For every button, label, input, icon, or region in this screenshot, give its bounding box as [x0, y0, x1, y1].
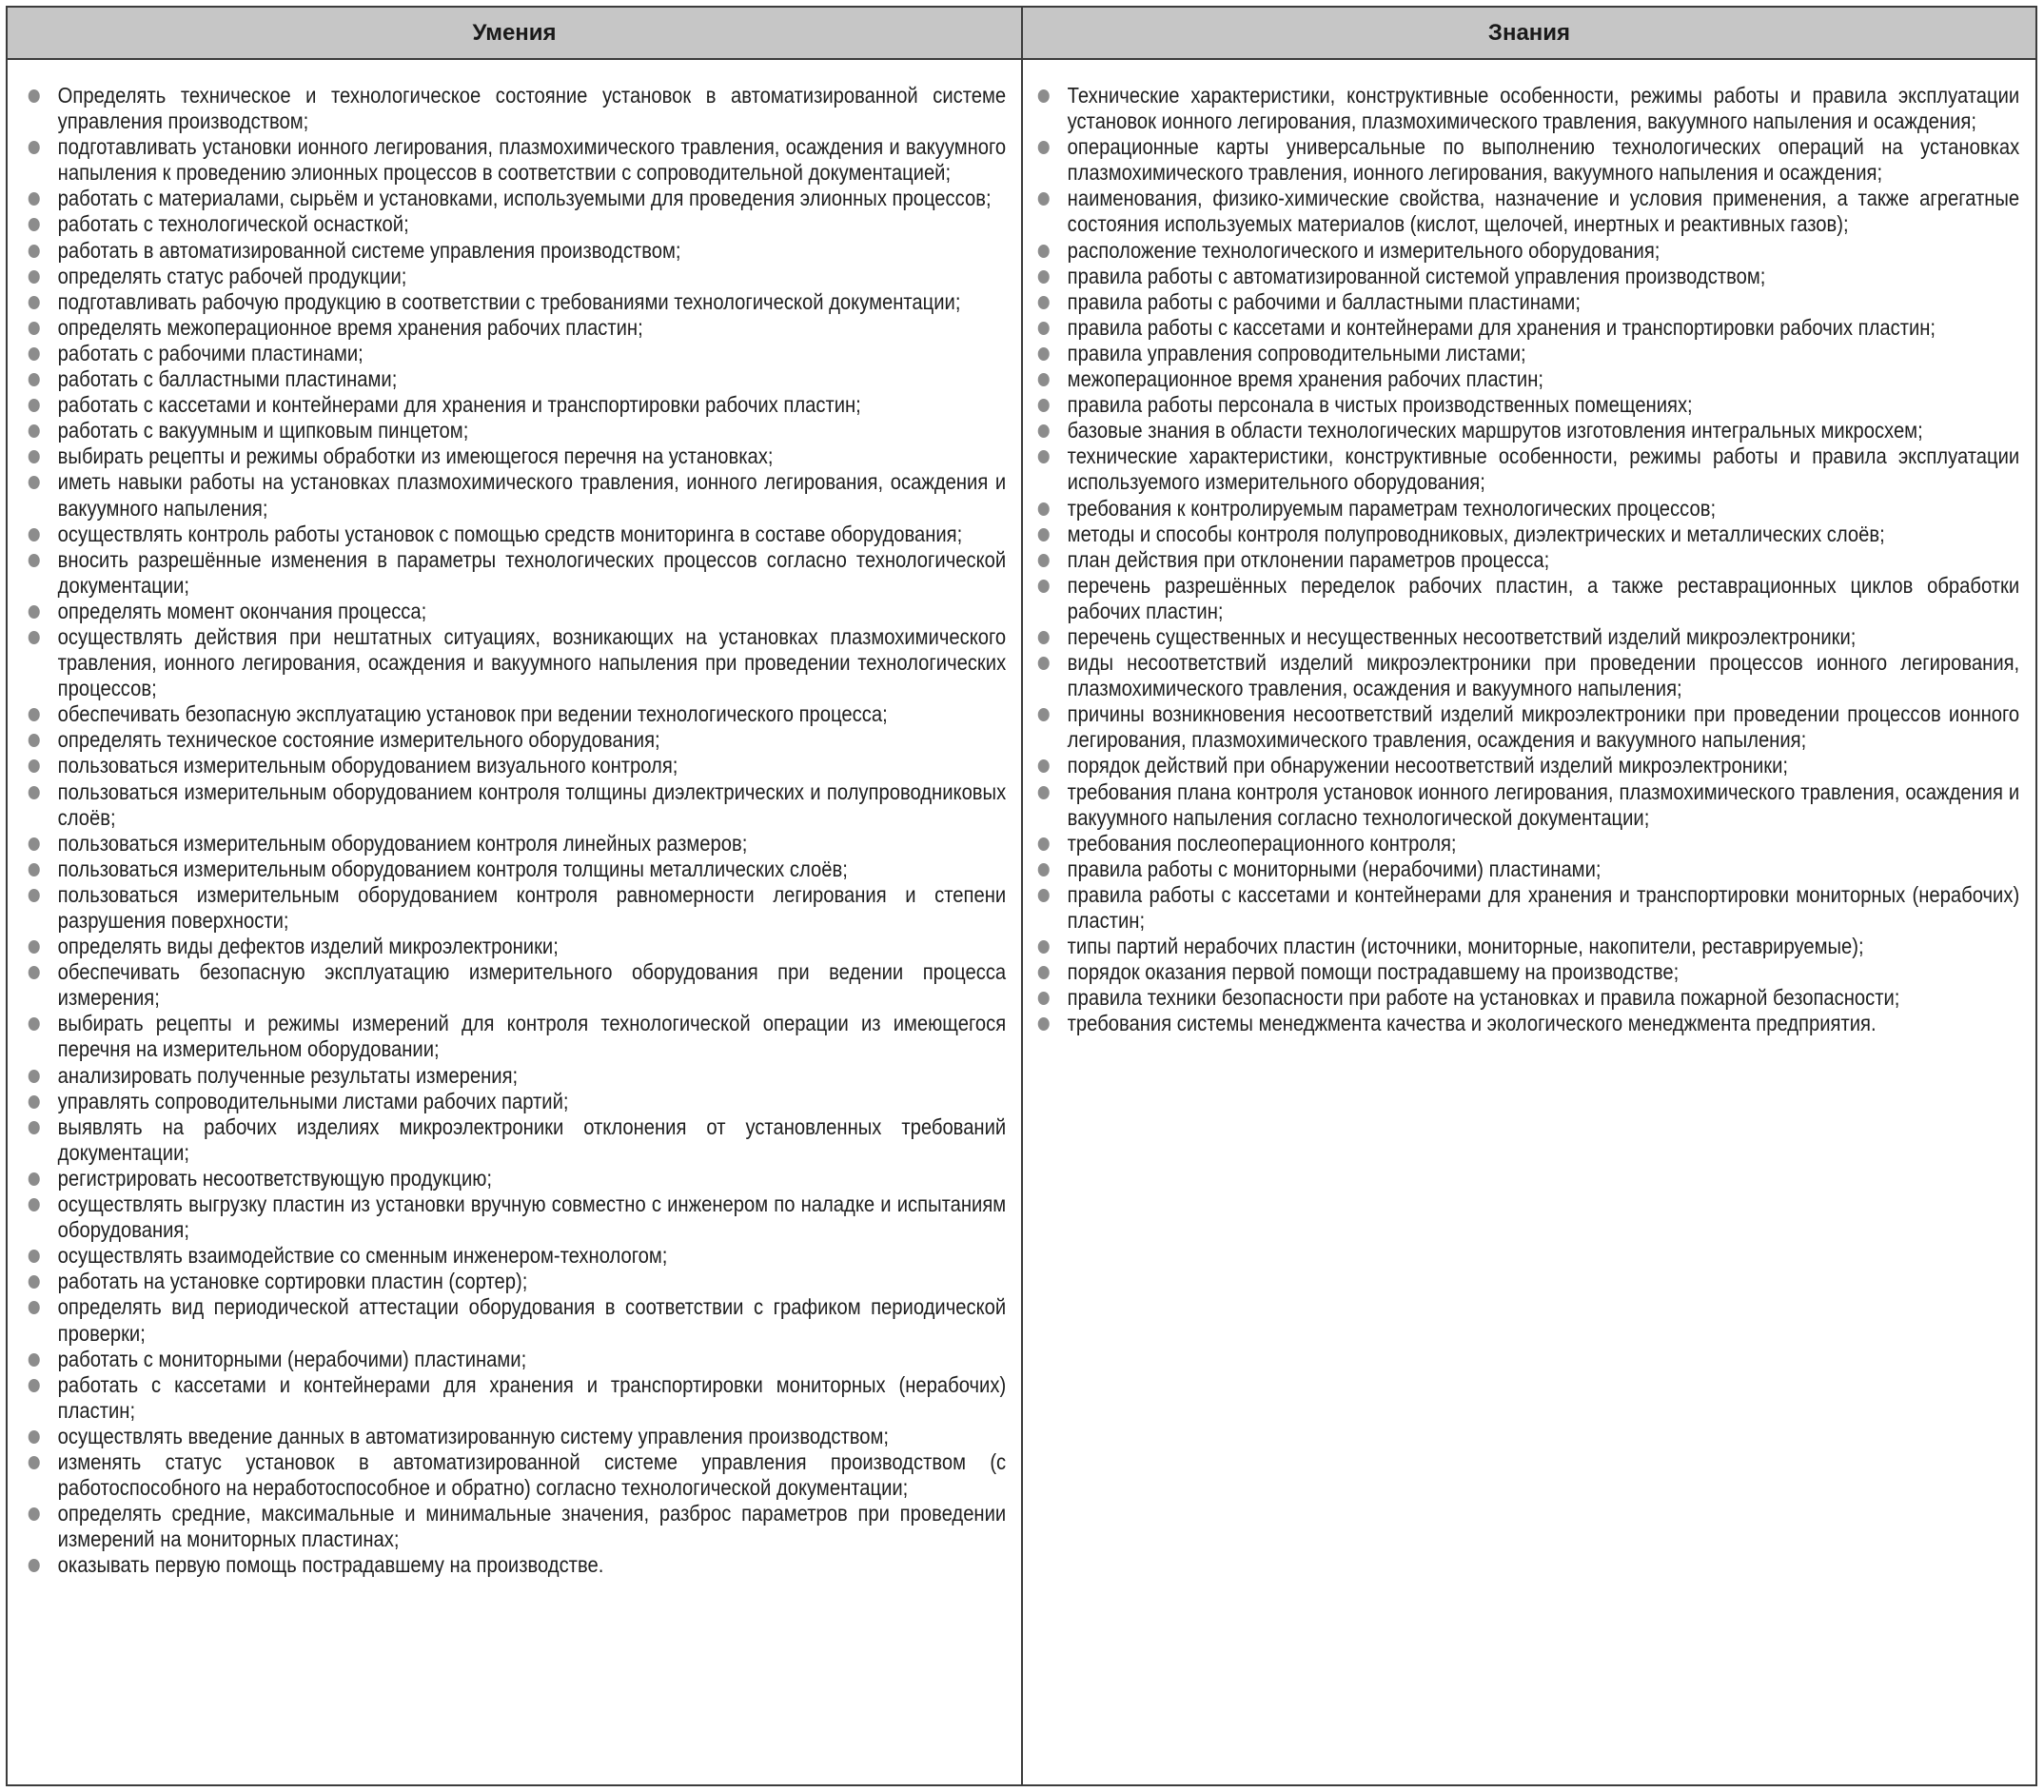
knowledge-item-text: правила работы персонала в чистых производственных помещениях;: [1067, 392, 1693, 418]
bullet-icon: [29, 966, 40, 979]
skill-item: [27, 959, 1006, 1011]
knowledge-item-text: методы и способы контроля полупроводниковых, диэлектрических и металлических слоёв;: [1067, 521, 1885, 546]
knowledge-item-text: перечень существенных и несущественных несоответствий изделий микроэлектроники;: [1067, 623, 1857, 649]
skill-item: [27, 443, 1006, 469]
bullet-icon: [1038, 89, 1050, 103]
skill-item: [27, 1063, 1006, 1089]
knowledge-item: [1036, 496, 2019, 522]
bullet-icon: [1038, 141, 1050, 154]
skill-item: [27, 1294, 1006, 1346]
bullet-icon: [1038, 966, 1050, 979]
bullet-icon: [29, 347, 40, 361]
knowledge-item: [1036, 547, 2019, 573]
skill-item-text: пользоваться измерительным оборудованием контроля толщины диэлектрических и полупроводниковых слоёв;: [57, 778, 1007, 830]
skill-item: [27, 753, 1006, 778]
skill-item-text: пользоваться измерительным оборудованием визуального контроля;: [57, 753, 678, 778]
skill-item: [27, 1269, 1006, 1294]
skill-item-text: работать в автоматизированной системе управления производством;: [57, 237, 681, 263]
skill-item-text: регистрировать несоответствующую продукцию;: [57, 1165, 493, 1191]
bullet-icon: [29, 708, 40, 721]
skill-item-text: осуществлять действия при нештатных ситуациях, возникающих на установках плазмохимического травления, ионного легирования, осаждения и вакуумного напыления при проведении технологических процессов;: [57, 623, 1007, 701]
skill-item: [27, 1089, 1006, 1114]
skill-item: [27, 624, 1006, 701]
skill-item-text: определять статус рабочей продукции;: [57, 263, 407, 288]
skill-item: [27, 547, 1006, 599]
skill-item-text: осуществлять контроль работы установок с помощью средств мониторинга в составе оборудования;: [57, 521, 963, 546]
bullet-icon: [29, 192, 40, 206]
skill-item: [27, 264, 1006, 289]
bullet-icon: [29, 296, 40, 309]
bullet-icon: [1038, 992, 1050, 1005]
bullet-icon: [29, 1095, 40, 1109]
bullet-icon: [1038, 580, 1050, 593]
knowledge-item: [1036, 238, 2019, 264]
skills-list: [27, 83, 1006, 1578]
knowledge-header-title: Знания: [1487, 19, 1571, 46]
bullet-icon: [1038, 1017, 1050, 1031]
skill-item: [27, 779, 1006, 831]
bullet-icon: [29, 1121, 40, 1134]
skill-item-text: определять техническое состояние измерительного оборудования;: [57, 727, 660, 753]
skill-item: [27, 186, 1006, 211]
bullet-icon: [29, 245, 40, 258]
skill-item-text: работать с кассетами и контейнерами для хранения и транспортировки мониторных (нерабочих) пластин;: [57, 1371, 1007, 1423]
skill-item: [27, 1114, 1006, 1166]
knowledge-header: [1023, 8, 2035, 60]
bullet-icon: [29, 1430, 40, 1444]
bullet-icon: [1038, 347, 1050, 361]
bullet-icon: [29, 1353, 40, 1367]
skill-item-text: определять вид периодической аттестации оборудования в соответствии с графиком периодической проверки;: [57, 1294, 1007, 1346]
bullet-icon: [1038, 296, 1050, 309]
skill-item: [27, 134, 1006, 186]
skill-item-text: осуществлять выгрузку пластин из установки вручную совместно с инженером по наладке и испытаниям оборудования;: [57, 1191, 1007, 1243]
knowledge-item-text: виды несоответствий изделий микроэлектроники при проведении процессов ионного легирования, плазмохимического травления, осаждения и вакуумного напыления;: [1067, 650, 2020, 701]
knowledge-item: [1036, 882, 2019, 934]
skill-item-text: определять межоперационное время хранения рабочих пластин;: [57, 314, 643, 340]
skill-item-text: выбирать рецепты и режимы обработки из имеющегося перечня на установках;: [57, 443, 774, 469]
skill-item-text: работать с технологической оснасткой;: [57, 211, 409, 237]
skills-header: [8, 8, 1023, 60]
knowledge-item-text: базовые знания в области технологических маршрутов изготовления интегральных микросхем;: [1067, 418, 1923, 443]
knowledge-item-text: типы партий нерабочих пластин (источники, мониторные, накопители, реставрируемые);: [1067, 934, 1864, 959]
bullet-icon: [1038, 786, 1050, 799]
knowledge-item: [1036, 934, 2019, 959]
skill-item-text: управлять сопроводительными листами рабочих партий;: [57, 1088, 569, 1113]
knowledge-item-text: правила работы с автоматизированной системой управления производством;: [1067, 263, 1766, 288]
skill-item-text: анализировать полученные результаты измерения;: [57, 1062, 519, 1088]
knowledge-item-text: план действия при отклонении параметров процесса;: [1067, 546, 1550, 572]
knowledge-list: [1036, 83, 2019, 1036]
knowledge-item: [1036, 366, 2019, 392]
skill-item: [27, 1243, 1006, 1269]
skill-item: [27, 831, 1006, 857]
bullet-icon: [29, 528, 40, 542]
bullet-icon: [29, 373, 40, 386]
bullet-icon: [1038, 708, 1050, 721]
knowledge-item: [1036, 831, 2019, 857]
skill-item: [27, 83, 1006, 134]
knowledge-item-text: перечень разрешённых переделок рабочих пластин, а также реставрационных циклов обработки рабочих пластин;: [1067, 572, 2020, 623]
skill-item: [27, 366, 1006, 392]
skill-item: [27, 1166, 1006, 1191]
skills-column: [8, 60, 1023, 1784]
skill-item-text: изменять статус установок в автоматизированной системе управления производством (с работоспособного на неработоспособное и обратно) согласно технологической документации;: [57, 1448, 1007, 1501]
knowledge-item: [1036, 315, 2019, 341]
skill-item-text: определять средние, максимальные и минимальные значения, разброс параметров при проведении измерений на мониторных пластинах;: [57, 1501, 1007, 1552]
skill-item-text: подготавливать рабочую продукцию в соответствии с требованиями технологической документации;: [57, 288, 961, 314]
knowledge-item: [1036, 186, 2019, 237]
bullet-icon: [29, 837, 40, 851]
bullet-icon: [29, 940, 40, 954]
skill-item-text: выбирать рецепты и режимы измерений для контроля технологической операции из имеющегося перечня на измерительном оборудовании;: [57, 1011, 1007, 1062]
bullet-icon: [29, 1172, 40, 1186]
bullet-icon: [29, 141, 40, 154]
skill-item: [27, 1552, 1006, 1578]
bullet-icon: [1038, 373, 1050, 386]
knowledge-item-text: правила работы с кассетами и контейнерами для хранения и транспортировки мониторных (нерабочих) пластин;: [1067, 881, 2020, 933]
bullet-icon: [29, 863, 40, 876]
knowledge-item: [1036, 753, 2019, 778]
skill-item-text: работать с рабочими пластинами;: [57, 340, 364, 365]
knowledge-item-text: причины возникновения несоответствий изделий микроэлектроники при проведении процессов ионного легирования, плазмохимического травления, осаждения и вакуумного напыления;: [1067, 701, 2020, 753]
skill-item-text: работать на установке сортировки пластин (сортер);: [57, 1269, 528, 1294]
skill-item: [27, 1011, 1006, 1062]
knowledge-item: [1036, 985, 2019, 1011]
knowledge-item: [1036, 443, 2019, 495]
skill-item-text: обеспечивать безопасную эксплуатацию установок при ведении технологического процесса;: [57, 701, 888, 727]
knowledge-item-text: требования плана контроля установок ионного легирования, плазмохимического травления, осаждения и вакуумного напыления согласно технологической документации;: [1067, 778, 2020, 830]
knowledge-item: [1036, 624, 2019, 650]
knowledge-item: [1036, 522, 2019, 547]
bullet-icon: [29, 270, 40, 284]
bullet-icon: [29, 1507, 40, 1521]
skill-item-text: работать с балластными пластинами;: [57, 366, 398, 392]
bullet-icon: [29, 424, 40, 438]
bullet-icon: [29, 399, 40, 412]
knowledge-item-text: порядок действий при обнаружении несоответствий изделий микроэлектроники;: [1067, 753, 1788, 778]
skill-item: [27, 469, 1006, 521]
knowledge-item: [1036, 959, 2019, 985]
bullet-icon: [29, 1379, 40, 1392]
bullet-icon: [1038, 322, 1050, 335]
knowledge-item-text: требования к контролируемым параметрам технологических процессов;: [1067, 495, 1717, 521]
skill-item: [27, 289, 1006, 315]
knowledge-item-text: требования системы менеджмента качества и экологического менеджмента предприятия.: [1067, 1011, 1877, 1036]
knowledge-item-text: порядок оказания первой помощи пострадавшему на производстве;: [1067, 959, 1680, 985]
skill-item: [27, 392, 1006, 418]
bullet-icon: [1038, 889, 1050, 902]
knowledge-item: [1036, 392, 2019, 418]
bullet-icon: [1038, 837, 1050, 851]
skill-item: [27, 1191, 1006, 1243]
bullet-icon: [29, 1559, 40, 1572]
skill-item: [27, 1449, 1006, 1501]
skill-item: [27, 599, 1006, 624]
skill-item: [27, 211, 1006, 237]
bullet-icon: [29, 218, 40, 231]
skill-item: [27, 1372, 1006, 1424]
knowledge-item: [1036, 289, 2019, 315]
bullet-icon: [1038, 554, 1050, 567]
bullet-icon: [29, 1070, 40, 1083]
skill-item-text: пользоваться измерительным оборудованием контроля толщины металлических слоёв;: [57, 856, 848, 881]
skill-item-text: Определять техническое и технологическое состояние установок в автоматизированной системе управления производством;: [57, 83, 1007, 134]
knowledge-column: [1023, 60, 2035, 1784]
knowledge-item-text: требования послеоперационного контроля;: [1067, 830, 1457, 856]
bullet-icon: [1038, 270, 1050, 284]
knowledge-item: [1036, 650, 2019, 701]
bullet-icon: [29, 1198, 40, 1211]
skill-item-text: работать с мониторными (нерабочими) пластинами;: [57, 1346, 527, 1371]
bullet-icon: [29, 322, 40, 335]
bullet-icon: [1038, 424, 1050, 438]
skill-item: [27, 315, 1006, 341]
skill-item-text: подготавливать установки ионного легирования, плазмохимического травления, осаждения и вакуумного напыления к проведению элионных процессов в соответствии с сопроводительной документацией;: [57, 134, 1007, 186]
skill-item: [27, 418, 1006, 443]
bullet-icon: [1038, 657, 1050, 670]
knowledge-item: [1036, 83, 2019, 134]
knowledge-item: [1036, 573, 2019, 624]
bullet-icon: [29, 450, 40, 463]
knowledge-item: [1036, 264, 2019, 289]
skill-item-text: оказывать первую помощь пострадавшему на производстве.: [57, 1552, 604, 1578]
knowledge-item: [1036, 1011, 2019, 1036]
skill-item-text: работать с кассетами и контейнерами для хранения и транспортировки рабочих пластин;: [57, 392, 861, 418]
bullet-icon: [29, 1017, 40, 1031]
skill-item-text: определять момент окончания процесса;: [57, 598, 427, 623]
knowledge-item-text: правила работы с рабочими и балластными пластинами;: [1067, 288, 1581, 314]
skill-item: [27, 727, 1006, 753]
bullet-icon: [1038, 192, 1050, 206]
bullet-icon: [29, 554, 40, 567]
knowledge-item-text: правила управления сопроводительными листами;: [1067, 340, 1526, 365]
bullet-icon: [29, 1456, 40, 1469]
skill-item-text: работать с вакуумным и щипковым пинцетом;: [57, 418, 469, 443]
bullet-icon: [1038, 528, 1050, 542]
knowledge-item: [1036, 701, 2019, 753]
bullet-icon: [29, 1275, 40, 1289]
knowledge-item: [1036, 857, 2019, 882]
skill-item: [27, 857, 1006, 882]
knowledge-item-text: технические характеристики, конструктивные особенности, режимы работы и правила эксплуатации используемого измерительного оборудования;: [1067, 443, 2020, 495]
skill-item-text: обеспечивать безопасную эксплуатацию измерительного оборудования при ведении процесса измерения;: [57, 959, 1007, 1011]
bullet-icon: [29, 631, 40, 644]
knowledge-item-text: правила работы с кассетами и контейнерами для хранения и транспортировки рабочих пластин;: [1067, 314, 1936, 340]
skill-item: [27, 1501, 1006, 1552]
knowledge-item-text: наименования, физико-химические свойства, назначение и условия применения, а также агрегатные состояния используемых материалов (кислот, щелочей, инертных и реактивных газов);: [1067, 186, 2020, 237]
bullet-icon: [1038, 940, 1050, 954]
skill-item: [27, 238, 1006, 264]
skill-item: [27, 341, 1006, 366]
bullet-icon: [1038, 502, 1050, 516]
skill-item-text: осуществлять введение данных в автоматизированную систему управления производством;: [57, 1423, 890, 1448]
bullet-icon: [29, 89, 40, 103]
bullet-icon: [29, 605, 40, 619]
bullet-icon: [29, 1301, 40, 1314]
knowledge-item-text: межоперационное время хранения рабочих пластин;: [1067, 366, 1543, 392]
bullet-icon: [1038, 759, 1050, 773]
bullet-icon: [29, 759, 40, 773]
skill-item-text: выявлять на рабочих изделиях микроэлектроники отклонения от установленных требований документации;: [57, 1113, 1007, 1165]
knowledge-item: [1036, 418, 2019, 443]
knowledge-item-text: Технические характеристики, конструктивные особенности, режимы работы и правила эксплуатации установок ионного легирования, плазмохимического травления, вакуумного напыления и осаждения;: [1067, 83, 2020, 134]
knowledge-item-text: правила работы с мониторными (нерабочими) пластинами;: [1067, 856, 1602, 881]
knowledge-item: [1036, 134, 2019, 186]
skill-item-text: вносить разрешённые изменения в параметры технологических процессов согласно технологической документации;: [57, 546, 1007, 598]
bullet-icon: [1038, 399, 1050, 412]
skills-knowledge-table: [6, 6, 2037, 1786]
skill-item-text: определять виды дефектов изделий микроэлектроники;: [57, 934, 559, 959]
skill-item-text: иметь навыки работы на установках плазмохимического травления, ионного легирования, осаждения и вакуумного напыления;: [57, 469, 1007, 521]
skill-item: [27, 934, 1006, 959]
skill-item: [27, 882, 1006, 934]
bullet-icon: [29, 889, 40, 902]
skill-item: [27, 701, 1006, 727]
bullet-icon: [1038, 631, 1050, 644]
bullet-icon: [29, 476, 40, 489]
skill-item-text: работать с материалами, сырьём и установками, используемыми для проведения элионных процессов;: [57, 186, 992, 211]
skill-item: [27, 522, 1006, 547]
bullet-icon: [29, 1250, 40, 1263]
skill-item: [27, 1347, 1006, 1372]
knowledge-item-text: операционные карты универсальные по выполнению технологических операций на установках плазмохимического травления, ионного легирования, вакуумного напыления и осаждения;: [1067, 134, 2020, 186]
skill-item-text: пользоваться измерительным оборудованием контроля равномерности легирования и степени разрушения поверхности;: [57, 881, 1007, 933]
skill-item-text: осуществлять взаимодействие со сменным инженером-технологом;: [57, 1243, 668, 1269]
knowledge-item-text: правила техники безопасности при работе на установках и правила пожарной безопасности;: [1067, 985, 1900, 1011]
bullet-icon: [1038, 245, 1050, 258]
bullet-icon: [1038, 863, 1050, 876]
knowledge-item: [1036, 341, 2019, 366]
bullet-icon: [1038, 450, 1050, 463]
skills-header-title: Умения: [472, 19, 557, 46]
bullet-icon: [29, 734, 40, 747]
skill-item-text: пользоваться измерительным оборудованием контроля линейных размеров;: [57, 830, 748, 856]
bullet-icon: [29, 786, 40, 799]
knowledge-item: [1036, 779, 2019, 831]
knowledge-item-text: расположение технологического и измерительного оборудования;: [1067, 237, 1661, 263]
skill-item: [27, 1424, 1006, 1449]
